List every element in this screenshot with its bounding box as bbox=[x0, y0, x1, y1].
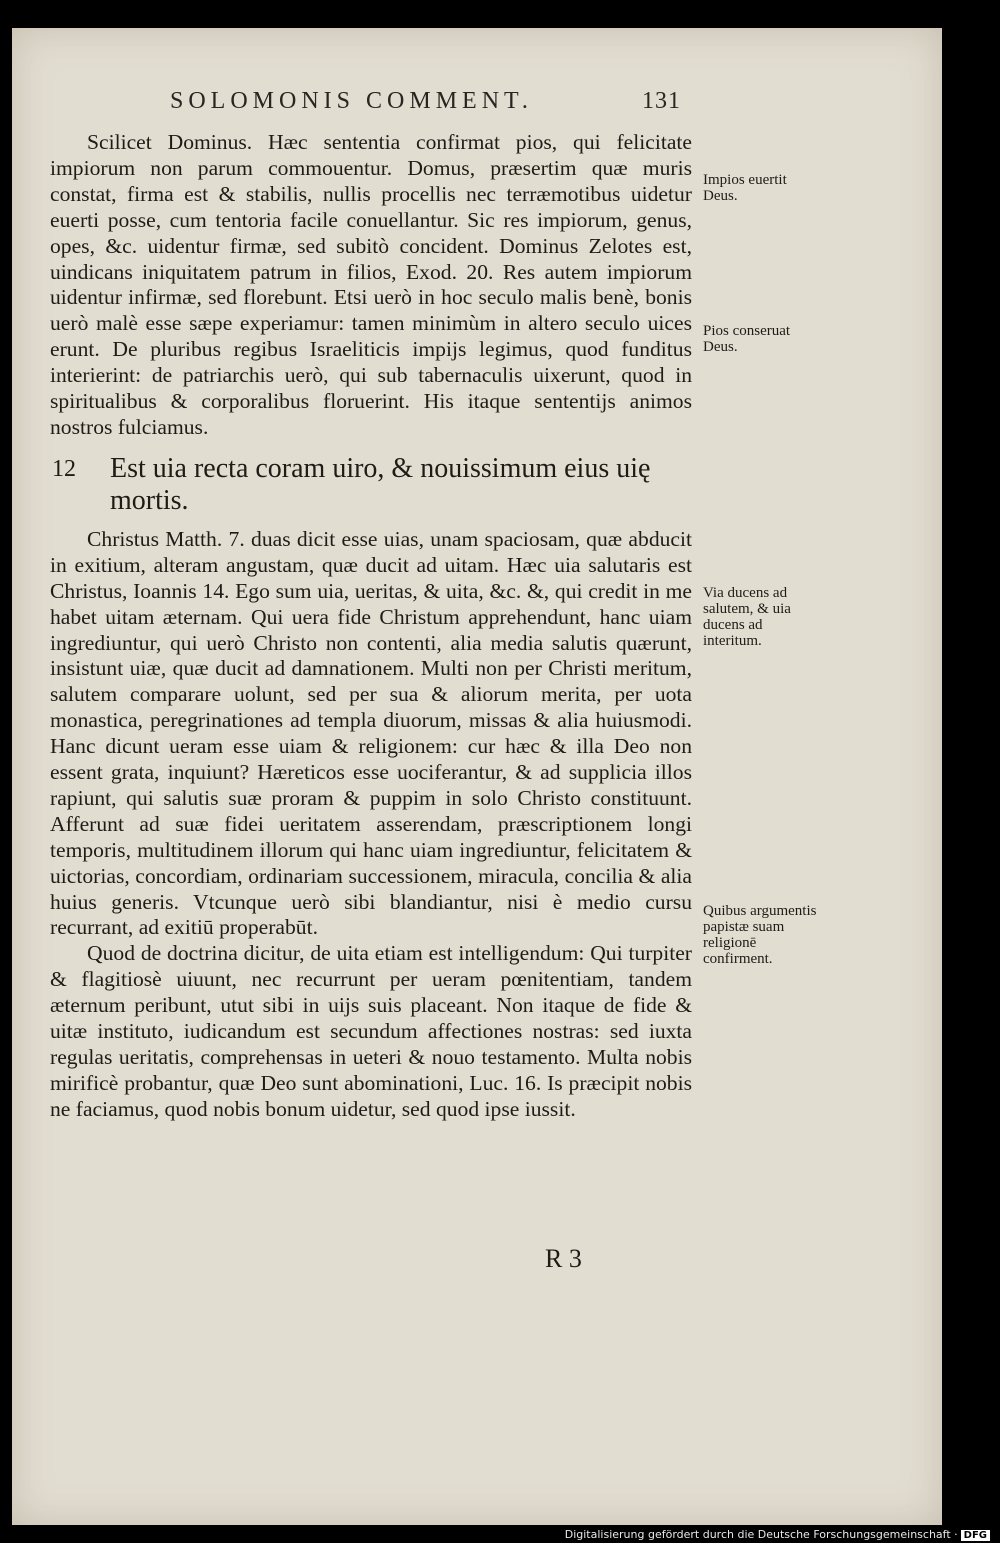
verse-heading bbox=[50, 453, 692, 517]
margin-note-1: Impios euertit Deus. bbox=[703, 172, 787, 204]
dfg-logo-icon: DFG bbox=[961, 1530, 990, 1541]
verse-text: Est uia recta coram uiro, & nouissimum eius uię mortis. bbox=[110, 452, 651, 516]
signature-mark: R 3 bbox=[545, 1244, 582, 1273]
verse-number: 12 bbox=[52, 455, 76, 482]
paragraph-1: Scilicet Dominus. Hæc sententia confirmat pios, qui felicitate impiorum non parum commouentur. Domus, præsertim quæ muris constat, firma est & stabilis, nullis procellis nec terræmotibus uidetur euerti posse, cum tentoria facile conuellantur. Sic res impiorum, genus, opes, &c. uidentur firmæ, sed subitò concident. Dominus Zelotes est, uindicans iniquitatem patrum in filios, Exod. 20. Res autem impiorum uidentur infirmæ, sed florebunt. Etsi uerò in hoc seculo malis benè, bonis uerò malè esse sæpe experiamur: tamen minimùm in altero seculo uices erunt. De pluribus regibus Israeliticis impijs legimus, quod funditus interierint: de patriarchis uerò, qui sub tabernaculis uixerunt, quod in spiritualibus & corporalibus floruerint. His itaque sententijs animos nostros fulciamus. bbox=[50, 130, 692, 439]
paragraph-2: Christus Matth. 7. duas dicit esse uias, unam spaciosam, quæ abducit in exitium, alteram angustam, quæ ducit ad uitam. Hæc uia salutaris est Christus, Ioannis 14. Ego sum uia, ueritas, & uita, &c. &, qui credit in me habet uitam æternam. Qui uera fide Christum apprehendunt, hanc uiam ingrediuntur, qui uerò Christo non contenti, alia media salutis quærunt, insistunt uiæ, quæ ducit ad damnationem. Multi non per Christi meritum, salutem comparare uolunt, sed per sua & aliorum merita, per uota monastica, peregrinationes ad templa diuorum, missas & alia huiusmodi. Hanc dicunt ueram esse uiam & religionem: cur hæc & illa Deo non essent grata, inquiunt? Hæreticos esse uociferantur, & ad supplicia illos rapiunt, qui salutis suæ proram & puppim in solo Christo constituunt. Afferunt ad suæ fidei ueritatem asserendam, præscriptionem longi temporis, multitudinem illorum qui hanc uiam ingrediuntur, felicitatem & uictorias, concordiam, ordinariam successionem, miracula, concilia & alia huius generis. Vtcunque uerò sibi blandiantur, nisi è medio cursu recurrant, ad exitiū properabūt. bbox=[50, 526, 692, 940]
margin-note-3: Via ducens ad salutem, & uia ducens ad interitum. bbox=[703, 585, 791, 649]
footer-credit bbox=[565, 1528, 990, 1541]
running-head-title: SOLOMONIS COMMENT. bbox=[170, 88, 533, 114]
paragraph-3: Quod de doctrina dicitur, de uita etiam est intelligendum: Qui turpiter & flagitiosè uiuunt, nec recurrunt per ueram pœnitentiam, tandem æternum peribunt, utut sibi in uijs suis placeant. Non itaque de fide & uitæ instituto, iudicandum est secundum affectiones nostras: sed iuxta regulas ueritatis, comprehensas in ueteri & nouo testamento. Multa nobis mirificè probantur, quæ Deo sunt abominationi, Luc. 16. Is præcipit nobis ne faciamus, quod nobis bonum uidetur, sed quod ipse iussit. bbox=[50, 941, 692, 1121]
page-number: 131 bbox=[642, 88, 681, 114]
footer-text: Digitalisierung gefördert durch die Deutsche Forschungsgemeinschaft · bbox=[564, 1528, 958, 1541]
body-text bbox=[50, 130, 692, 1123]
margin-note-2: Pios conseruat Deus. bbox=[703, 323, 791, 355]
margin-note-4: Quibus argumentis papistæ suam religionē confirment. bbox=[703, 903, 817, 967]
